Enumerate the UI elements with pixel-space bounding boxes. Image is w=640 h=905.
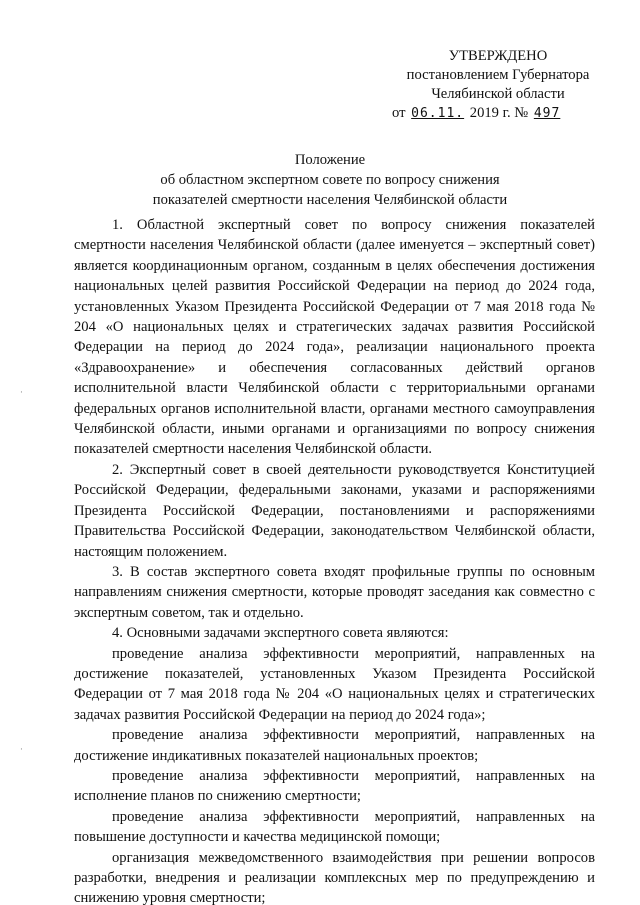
title-line-3: показателей смертности населения Челябинской области <box>152 192 508 208</box>
task-item-2: проведение анализа эффективности мероприятий, направленных на достижение индикативных показателей национальных проектов; <box>74 727 595 764</box>
approval-line-decree: постановлением Губернатора <box>406 67 590 83</box>
title-line-1: Положение <box>294 152 366 168</box>
task-item-5: организация межведомственного взаимодействия при решении вопросов разработки, внедрения и реализации комплексных мер по предупреждению и снижению уровня смертности; <box>74 849 595 905</box>
date-value: 06.11. <box>411 106 465 121</box>
task-item-4: проведение анализа эффективности мероприятий, направленных на повышение доступности и качества медицинской помощи; <box>74 808 595 846</box>
date-year: 2019 г. № <box>469 105 529 121</box>
paragraph-1: 1. Областной экспертный совет по вопросу снижения показателей смертности населения Челябинской области (далее именуется – экспертный совет) является координационным органом, созданным в целях обеспечения достижения национальных целей развития Российской Федерации на период до 2024 года, установленных Указом Президента Российской Федерации от 7 мая 2018 года № 204 «О национальных целях и стратегических задачах развития Российской Федерации на период до 2024 года», реализации национального проекта «Здравоохранение» и обеспечения согласованных действий органов исполнительной власти Челябинской области с территориальными органами федеральных органов исполнительной власти, органами местного самоуправления Челябинской области, иными органами и организациями по вопросу снижения показателей смертности населения Челябинской области. <box>74 217 595 458</box>
scan-mark: · <box>20 745 23 755</box>
paragraph-2: 2. Экспертный совет в своей деятельности руководствуется Конституцией Российской Федерации, федеральными законами, указами и распоряжениями Президента Российской Федерации, постановлениями и распоряжениями Правительства Российской Федерации, законодательством Челябинской области, настоящим положением. <box>74 461 595 560</box>
task-item-1: проведение анализа эффективности мероприятий, направленных на достижение показателей, установленных Указом Президента Российской Федерации от 7 мая 2018 года № 204 «О национальных целях и стратегических задачах развития Российской Федерации на период до 2024 года»; <box>74 645 595 723</box>
title-line-2: об областном экспертном совете по вопросу снижения <box>160 172 500 188</box>
document-title <box>70 150 590 210</box>
task-item-3: проведение анализа эффективности мероприятий, направленных на исполнение планов по снижению смертности; <box>74 767 595 805</box>
approval-date-line <box>388 104 608 123</box>
paragraph-3: 3. В состав экспертного совета входят профильные группы по основным направлениям снижения смертности, которые проводят заседания как совместно с экспертным советом, так и отдельно. <box>74 563 595 621</box>
paragraph-4: 4. Основными задачами экспертного совета являются: <box>112 625 449 642</box>
scan-mark: · <box>20 388 23 398</box>
approval-stamp <box>388 47 608 123</box>
document-number: 497 <box>533 106 561 121</box>
approval-heading: УТВЕРЖДЕНО <box>448 48 548 64</box>
document-body <box>74 215 595 905</box>
date-prefix: от <box>392 105 406 121</box>
approval-line-region: Челябинской области <box>431 86 565 102</box>
